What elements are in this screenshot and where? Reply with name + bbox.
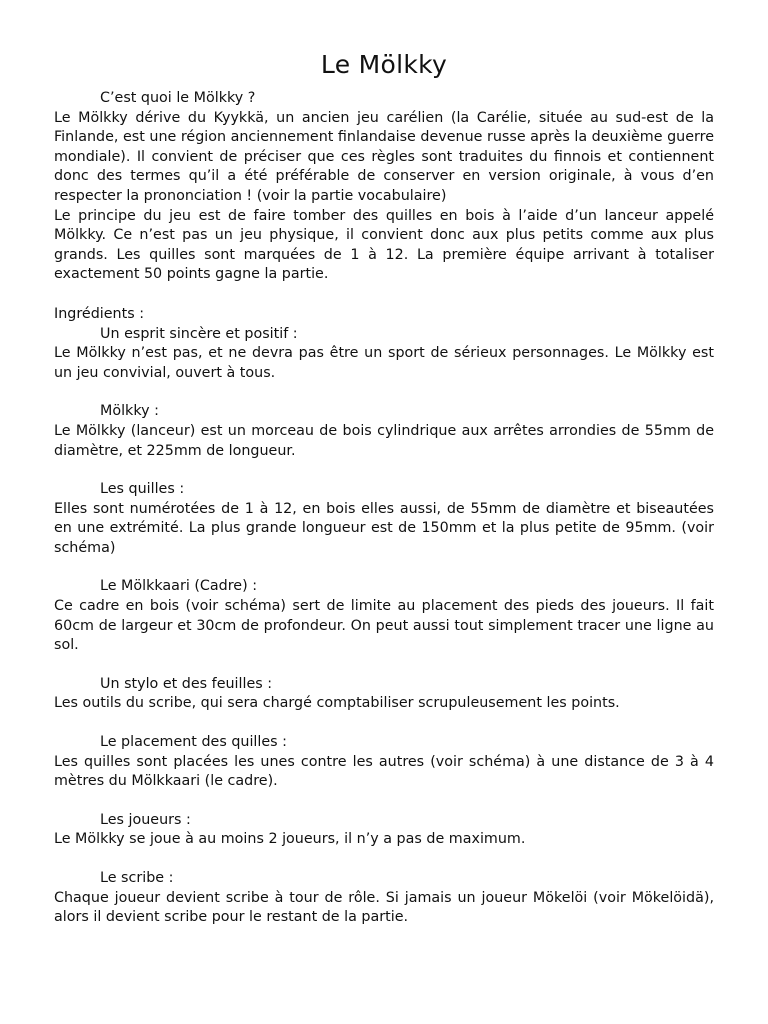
section-heading-quilles: Les quilles : — [100, 481, 185, 498]
spacer — [54, 656, 714, 675]
spacer — [54, 792, 714, 811]
section-text-stylo: Les outils du scribe, qui sera chargé comptabiliser scrupuleusement les points. — [54, 695, 620, 712]
section-heading-esprit: Un esprit sincère et positif : — [100, 325, 298, 342]
section-text-molkkaari: Ce cadre en bois (voir schéma) sert de limite au placement des pieds des joueurs. Il fait 60cm de largeur et 30cm de profondeur. On peut aussi tout simplement tracer une ligne au sol. — [54, 598, 714, 654]
section-text-molkky: Le Mölkky (lanceur) est un morceau de bois cylindrique aux arrêtes arrondies de 55mm de diamètre, et 225mm de longueur. — [54, 422, 714, 459]
section-heading-molkkaari: Le Mölkkaari (Cadre) : — [100, 578, 258, 595]
spacer — [54, 850, 714, 869]
section-heading-placement: Le placement des quilles : — [100, 734, 287, 751]
spacer — [54, 461, 714, 480]
section-heading-stylo: Un stylo et des feuilles : — [100, 675, 273, 692]
section-heading-molkky: Mölkky : — [100, 403, 159, 420]
section-text-esprit: Le Mölkky n’est pas, et ne devra pas être un sport de sérieux personnages. Le Mölkky est un jeu convivial, ouvert à tous. — [54, 345, 714, 381]
section-heading-scribe: Le scribe : — [100, 870, 174, 886]
section-text-joueurs: Le Mölkky se joue à au moins 2 joueurs, il n’y a pas de maximum. — [54, 831, 526, 848]
spacer — [54, 285, 714, 305]
ingredients-label: Ingrédients : — [54, 305, 145, 322]
spacer — [54, 714, 714, 733]
spacer — [54, 558, 714, 577]
intro-paragraph-principle: Le principe du jeu est de faire tomber des quilles en bois à l’aide d’un lanceur appelé Mölkky. Ce n’est pas un jeu physique, il convient donc aux plus petits comme aux plus grands. Les quilles sont marquées de 1 à 12. La première équipe arrivant à totaliser exactement 50 points gagne la partie. — [54, 207, 714, 283]
section-heading-joueurs: Les joueurs : — [100, 811, 191, 828]
document-body — [54, 89, 714, 928]
page-title: Le Mölkky — [320, 50, 448, 79]
section-text-scribe: Chaque joueur devient scribe à tour de rôle. Si jamais un joueur Mökelöi (voir Mökelöidä), alors il devient scribe pour le restant de la partie. — [54, 889, 714, 926]
spacer — [54, 383, 714, 402]
section-text-quilles: Elles sont numérotées de 1 à 12, en bois elles aussi, de 55mm de diamètre et biseautées en une extrémité. La plus grande longueur est de 150mm et la plus petite de 95mm. (voir schéma) — [54, 500, 714, 556]
intro-paragraph-origin: Le Mölkky dérive du Kyykkä, un ancien jeu carélien (la Carélie, située au sud-est de la Finlande, est une région anciennement finlandaise devenue russe après la deuxième guerre mondiale). Il convient de préciser que ces règles sont traduites du finnois et contiennent donc des termes qu’il a été préférable de conserver en version originale, à vous d’en respecter la prononciation ! (voir la partie vocabulaire) — [54, 109, 714, 204]
section-text-placement: Les quilles sont placées les unes contre les autres (voir schéma) à une distance de 3 à 4 mètres du Mölkkaari (le cadre). — [54, 753, 714, 790]
intro-heading: C’est quoi le Mölkky ? — [100, 90, 256, 106]
